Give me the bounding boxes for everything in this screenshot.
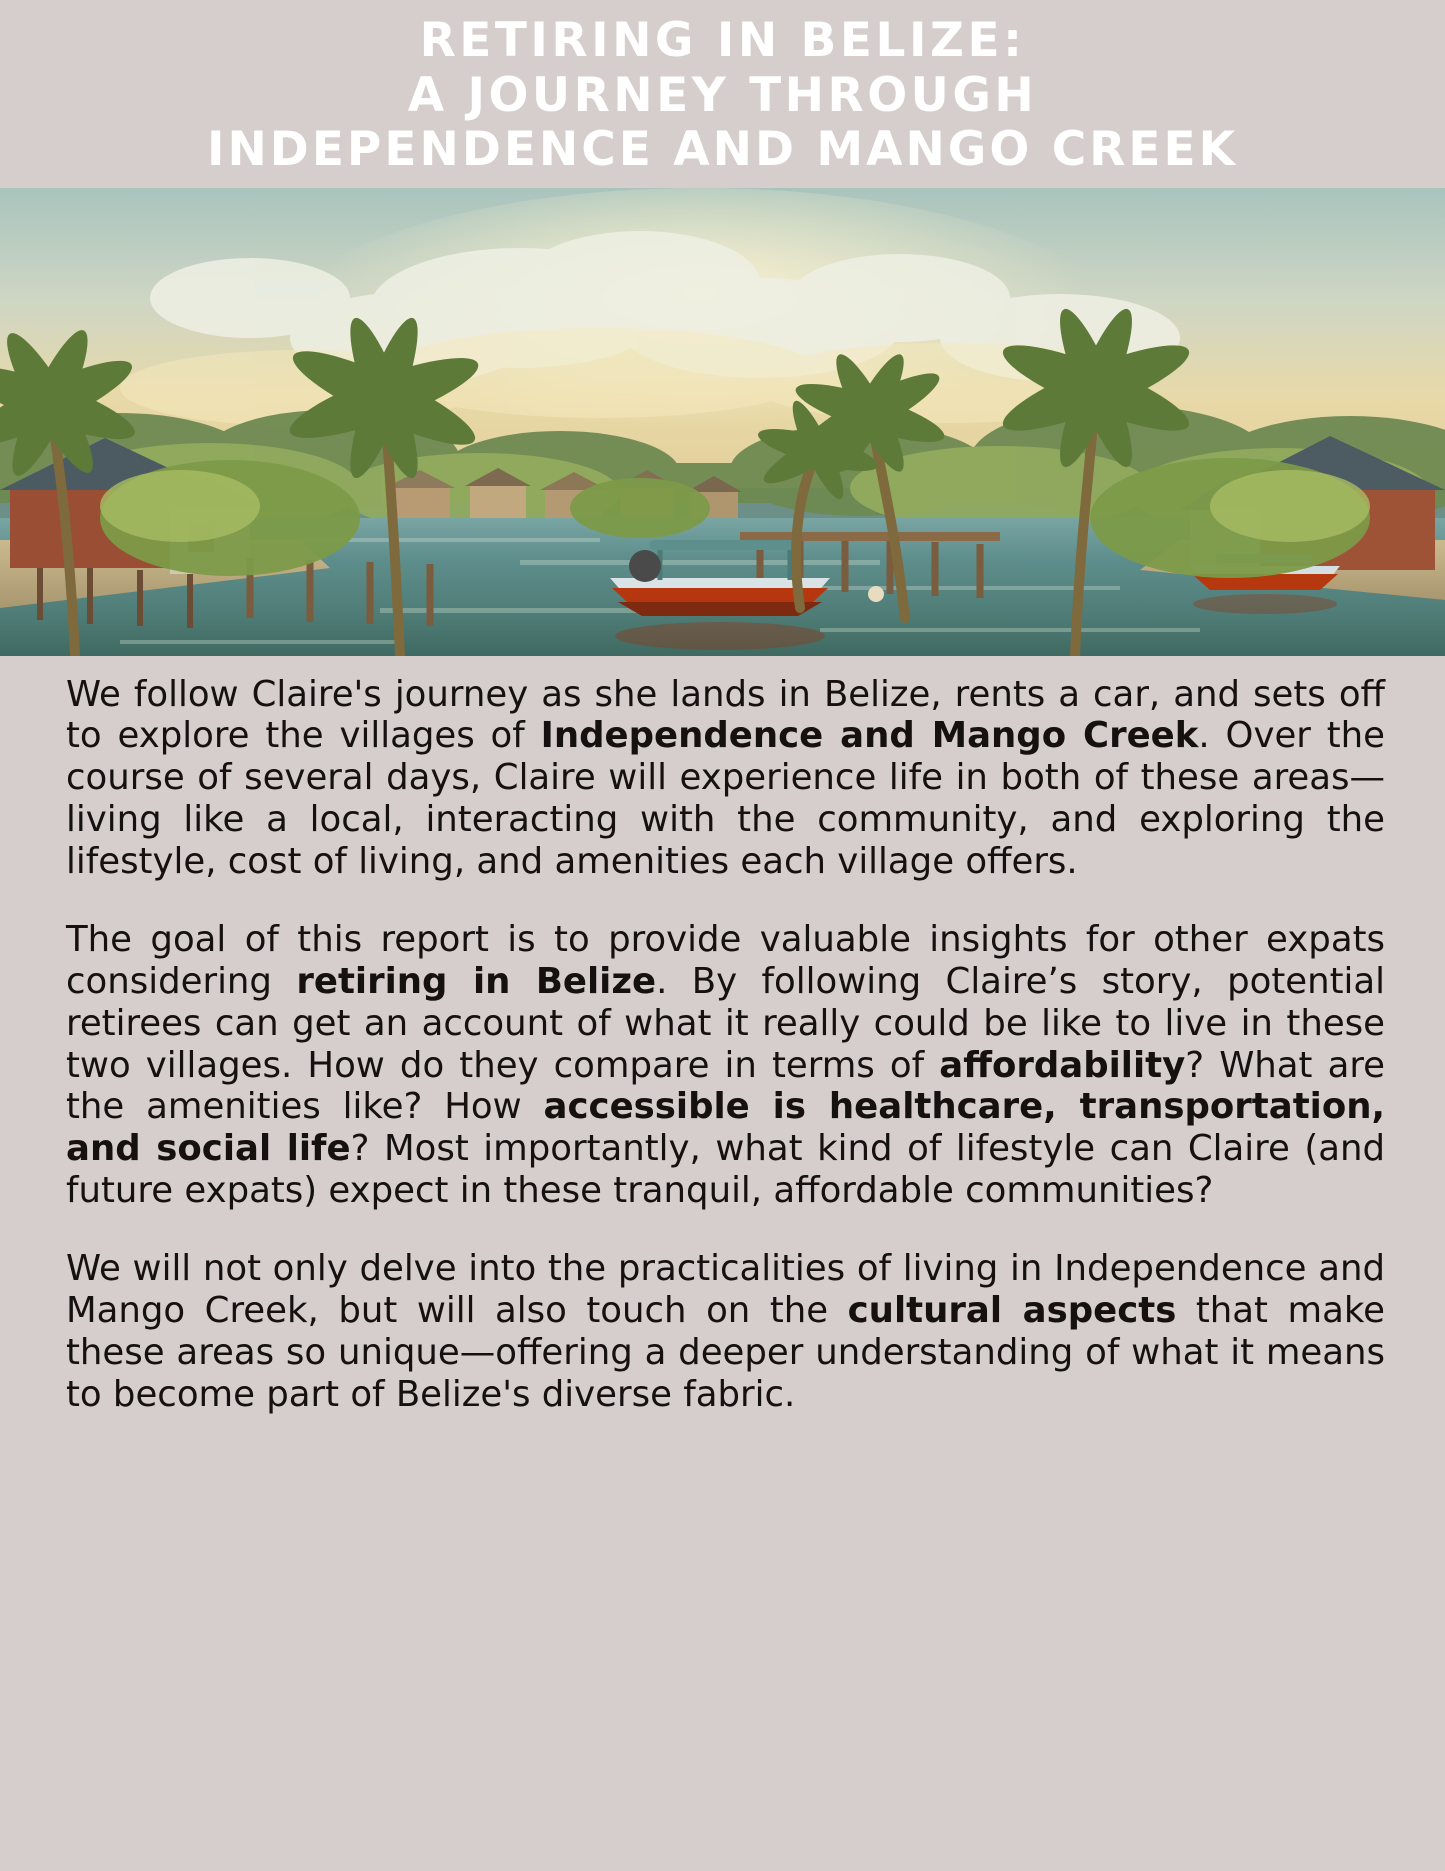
paragraph-2-bold-b: affordability: [939, 1044, 1186, 1086]
paragraph-2-text-a: The goal of this report is to provide valuable insights for other expats considering: [66, 918, 1385, 1002]
paragraph-3-text-a: We will not only delve into the practicalities of living in Independence and Mango Creek, but will also touch on the: [66, 1248, 1385, 1331]
paragraph-3: [66, 1248, 1385, 1416]
title-line-1: RETIRING IN BELIZE:: [419, 13, 1026, 68]
article-body: [0, 656, 1445, 1456]
paragraph-3-bold-a: cultural aspects: [847, 1289, 1177, 1331]
page-title: [0, 0, 1445, 188]
paragraph-1-bold-a: Independence and Mango Creek: [540, 715, 1199, 757]
tropical-village-illustration: [0, 188, 1445, 656]
paragraph-2-text-c: ? What are the amenities like? How: [66, 1044, 1385, 1128]
paragraph-2-text-b: . By following Claire’s story, potential retirees can get an account of what it really could be like to live in these two villages. How do they compare in terms of: [66, 960, 1385, 1086]
paragraph-1-text-b: . Over the course of several days, Claire will experience life in both of these areas—living like a local, interacting with the community, and exploring the lifestyle, cost of living, and amenities each village offers.: [66, 715, 1386, 883]
paragraph-1-text-a: We follow Claire's journey as she lands in Belize, rents a car, and sets off to explore the villages of: [66, 673, 1385, 757]
paragraph-2-bold-c: accessible is healthcare, transportation, and social life: [66, 1086, 1385, 1170]
hero-image: [0, 188, 1445, 656]
paragraph-1: [66, 674, 1385, 883]
paragraph-2-text-d: ? Most importantly, what kind of lifestyle can Claire (and future expats) expect in these tranquil, affordable communities?: [66, 1128, 1385, 1212]
paragraph-3-text-b: that make these areas so unique—offering a deeper understanding of what it means to become part of Belize's diverse fabric.: [66, 1289, 1385, 1415]
title-line-3: INDEPENDENCE AND MANGO CREEK: [206, 122, 1239, 178]
paragraph-2-bold-a: retiring in Belize: [296, 960, 657, 1002]
paragraph-2: [66, 919, 1385, 1212]
title-line-2: A JOURNEY THROUGH: [407, 67, 1038, 123]
